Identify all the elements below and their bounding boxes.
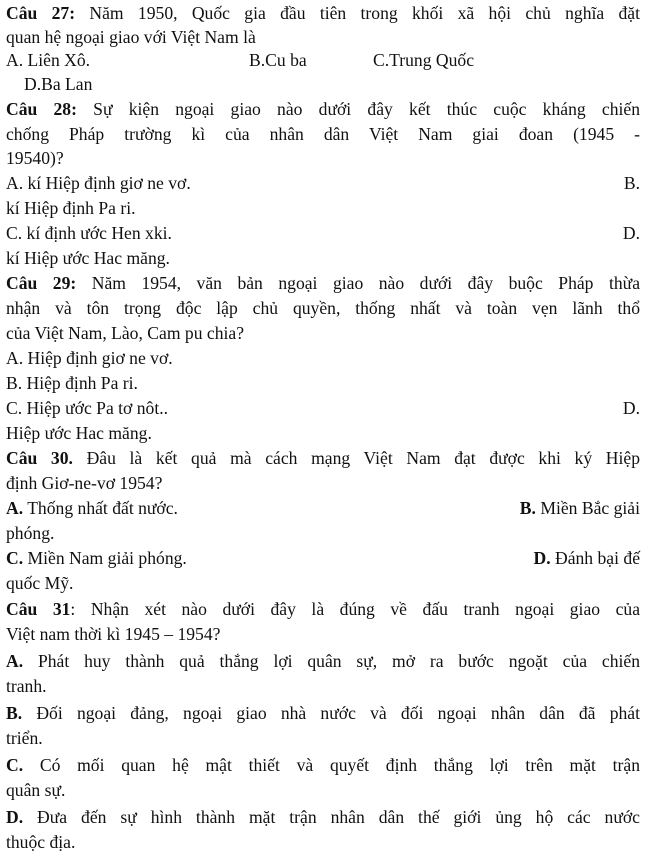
q31-label: Câu 31 — [6, 599, 71, 619]
q28-stem-line2: chống Pháp trường kì của nhân dân Việt Nam giai đoan (1945 - — [6, 124, 640, 144]
q30-options-row-1 — [6, 496, 640, 520]
q30-option-b-cont: phóng. — [6, 523, 55, 543]
q30-options-row-2 — [6, 546, 640, 570]
q30-option-d-cont: quốc Mỹ. — [6, 573, 74, 593]
q27-label: Câu 27: — [6, 3, 76, 23]
q27-options-row — [6, 48, 640, 72]
q31-stem-line2: Việt nam thời kì 1945 – 1954? — [6, 624, 221, 644]
q31-option-d-line1: D. Đưa đến sự hình thành mặt trận nhân dân thế giới ủng hộ các nước — [6, 807, 640, 827]
q29-option-c: C. Hiệp ước Pa tơ nôt.. — [6, 398, 169, 418]
q30-option-b: B. Miền Bắc giải — [519, 498, 640, 518]
q30-option-c: C. Miền Nam giải phóng. — [6, 548, 187, 568]
q28-stem-line1: Câu 28: Sự kiện ngoại giao nào dưới đây kết thúc cuộc kháng chiến — [6, 99, 640, 119]
q27-option-d: D.Ba Lan — [24, 74, 93, 94]
q28-option-c: C. kí định ước Hen xki. — [6, 223, 172, 243]
q31-stem-line1: Câu 31: Nhận xét nào dưới đây là đúng về đấu tranh ngoại giao của — [6, 599, 640, 619]
q27-option-c: C.Trung Quốc — [373, 50, 475, 70]
q28-options-row-1 — [6, 171, 640, 195]
q31-option-c-line2: quân sự. — [6, 780, 66, 800]
q29-stem-line1: Câu 29: Năm 1954, văn bản ngoại giao nào dưới đây buộc Pháp thừa — [6, 273, 641, 293]
q30-label: Câu 30. — [6, 448, 73, 468]
q27-option-a: A. Liên Xô. — [6, 50, 91, 70]
q28-option-d-text: kí Hiệp ước Hac măng. — [6, 248, 170, 268]
q30-option-d: D. Đánh bại đế — [533, 548, 640, 568]
q28-option-b-text: kí Hiệp định Pa ri. — [6, 198, 136, 218]
q31-option-d-line2: thuộc địa. — [6, 832, 76, 852]
q29-option-a: A. Hiệp định giơ ne vơ. — [6, 348, 173, 368]
q29-stem-line3: của Việt Nam, Lào, Cam pu chia? — [6, 323, 245, 343]
q28-stem-line3: 19540)? — [6, 148, 64, 168]
q30-stem-line2: định Giơ-ne-vơ 1954? — [6, 473, 163, 493]
q29-option-b: B. Hiệp định Pa ri. — [6, 373, 138, 393]
q31-option-c-line1: C. Có mối quan hệ mật thiết và quyết định thắng lợi trên mặt trận — [6, 755, 640, 775]
q28-options-row-2 — [6, 221, 640, 245]
q30-option-a: A. Thống nhất đất nước. — [6, 498, 178, 518]
q29-options-row — [6, 396, 640, 420]
q29-label: Câu 29: — [6, 273, 77, 293]
q31-option-a-line2: tranh. — [6, 676, 47, 696]
q28-label: Câu 28: — [6, 99, 77, 119]
q27-option-b: B.Cu ba — [249, 50, 307, 70]
q30-stem-line1: Câu 30. Đâu là kết quả mà cách mạng Việt Nam đạt được khi ký Hiệp — [6, 448, 640, 468]
q28-option-b-letter: B. — [623, 173, 640, 193]
q31-option-b-line1: B. Đối ngoại đảng, ngoại giao nhà nước và đối ngoại nhân dân đã phát — [6, 703, 640, 723]
q31-option-a-line1: A. Phát huy thành quả thắng lợi quân sự, mở ra bước ngoặt của chiến — [6, 651, 640, 671]
q27-stem-line1: Câu 27: Năm 1950, Quốc gia đầu tiên trong khối xã hội chủ nghĩa đặt — [6, 3, 641, 23]
q27-stem-line2: quan hệ ngoại giao với Việt Nam là — [6, 27, 256, 47]
q31-option-b-line2: triển. — [6, 728, 43, 748]
q29-stem-line2: nhận và tôn trọng độc lập chủ quyền, thống nhất và toàn vẹn lãnh thổ — [6, 298, 640, 318]
q29-option-d-text: Hiệp ước Hac măng. — [6, 423, 152, 443]
q28-option-d-letter: D. — [622, 223, 640, 243]
q29-option-d-letter: D. — [622, 398, 640, 418]
q28-option-a: A. kí Hiệp định giơ ne vơ. — [6, 173, 191, 193]
